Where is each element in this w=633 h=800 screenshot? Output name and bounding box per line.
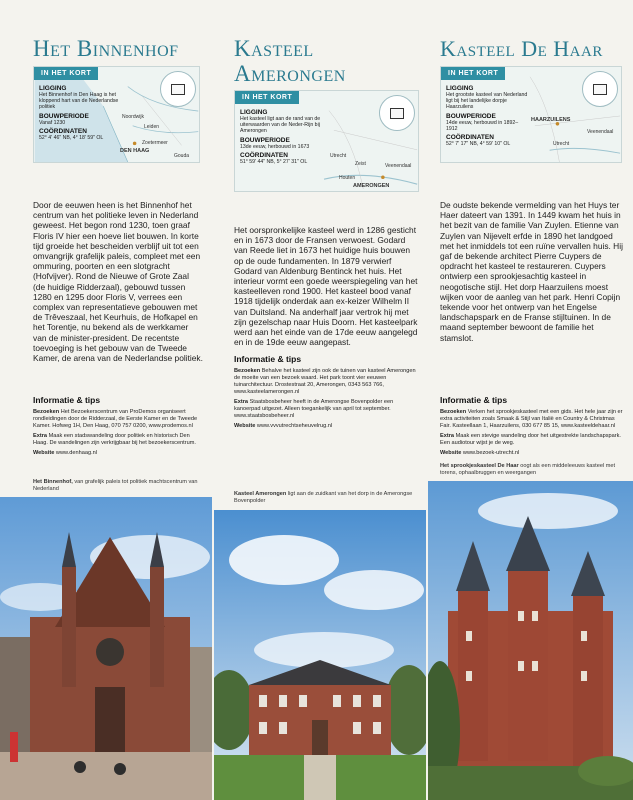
- binnenhof-photo: [0, 497, 212, 800]
- tip-text: www.bezoek-utrecht.nl: [462, 450, 520, 456]
- caption-bold: Kasteel Amerongen: [234, 491, 287, 497]
- column-binnenhof: [0, 0, 210, 800]
- tip-text: Staatsbosbeheer heeft in de Amerongse Bovenpolder een kanoerpad uitgezet. Alleen toegankelijk van april tot september. www.staatsbosbeheer.nl: [234, 399, 394, 419]
- dehaar-caption: [440, 463, 624, 477]
- dehaar-kort-tab: IN HET KORT: [441, 67, 505, 80]
- caption-text: ligt aan de zuidkant van het dorp in de Amerongse Bovenpolder: [234, 491, 413, 504]
- binnenhof-info-heading: Informatie & tips: [33, 395, 101, 405]
- dehaar-tips: [440, 409, 624, 460]
- tip-text: Het Bezoekerscentrum van ProDemos organiseert rondleidingen door de Ridderzaal, de Eerste Kamer en de Tweede Kamer. Hofweg 1H, Den Haag, 070 757 0200, www.prodemos.nl: [33, 409, 198, 429]
- column-dehaar: [428, 0, 633, 800]
- tip-text: Behalve het kasteel zijn ook de tuinen van kasteel Amerongen de moeite van een bezoek waard. Het park toont vier eeuwen tuinarchitectuur. Drostestraat 20, Amerongen, 0343 563 766, www.kasteelamerongen.nl: [234, 368, 416, 395]
- dehaar-bouw-heading: BOUWPERIODE: [446, 112, 496, 120]
- amerongen-kort-tab: IN HET KORT: [235, 91, 299, 104]
- tip-label: Bezoeken: [440, 409, 467, 415]
- dehaar-map: [440, 66, 622, 163]
- binnenhof-body: Door de eeuwen heen is het Binnenhof het centrum van het politieke leven in Nederland geweest. Het begon rond 1230, toen graaf Floris IV hier een hoeve liet bouwen. In korte tijd groeide het bescheiden verblijf uit tot een omvangrijk grafelijk paleis, compleet met een ommuring, poorten en een slotgracht (Hofvijver). Rond de Nieuwe of Grote Zaal (de huidige Ridderzaal), gebouwd tussen 1280 en 1295 door Floris V, verrees een complex van representatieve gebouwen met de Trêveszaal, het Keurhuis, de Hofkapel en het Torentje, nu bekend als de werkkamer van de minister-president. De recentste toevoeging is het gebouw van de Tweede Kamer, de arena van de Nederlandse politiek.: [33, 200, 203, 364]
- dehaar-bouw-value: 14de eeuw, herbouwd in 1892–1912: [446, 119, 519, 132]
- column-amerongen: [214, 0, 422, 800]
- binnenhof-coord-value: 52° 4' 46" NB, 4° 18' 59" OL: [39, 134, 104, 141]
- netherlands-inset-icon: [582, 71, 618, 107]
- binnenhof-caption: [33, 479, 203, 493]
- amerongen-tips: [234, 368, 419, 433]
- tip-label: Extra: [234, 399, 248, 405]
- amerongen-bouw-value: 13de eeuw, herbouwd in 1673: [240, 143, 310, 150]
- tip-label: Extra: [33, 433, 47, 439]
- amerongen-title-line2: Amerongen: [234, 61, 346, 86]
- map-label: Utrecht: [553, 141, 570, 147]
- amerongen-caption: [234, 491, 419, 505]
- tip-text: Maak een stevige wandeling door het uitgestrekte landschapspark. Een audiotour wijst je de weg.: [440, 433, 621, 446]
- amerongen-ligging-heading: LIGGING: [240, 109, 268, 116]
- netherlands-inset-icon: [160, 71, 196, 107]
- binnenhof-ligging-value: Het Binnenhof in Den Haag is het kloppend hart van de Nederlandse politiek: [39, 92, 119, 111]
- binnenhof-ligging-heading: LIGGING: [39, 85, 67, 92]
- tip-text: Maak een stadswandeling door politiek en historisch Den Haag. De wandelingen zijn verkrijgbaar bij het bezoekerscentrum.: [33, 433, 196, 446]
- amerongen-coord-heading: COÖRDINATEN: [240, 151, 288, 159]
- tip-label: Bezoeken: [234, 368, 261, 374]
- caption-bold: Het Binnenhof,: [33, 479, 73, 485]
- map-label: Veenendaal: [385, 163, 412, 169]
- tip-label: Bezoeken: [33, 409, 60, 415]
- amerongen-map: [234, 90, 419, 192]
- binnenhof-facts: [39, 83, 121, 141]
- binnenhof-kort-tab: IN HET KORT: [34, 67, 98, 80]
- dehaar-photo: [428, 481, 633, 800]
- binnenhof-bouw-value: Vanaf 1230: [39, 119, 66, 126]
- amerongen-facts: [240, 107, 322, 165]
- map-label-den-haag: DEN HAAG: [120, 148, 150, 154]
- amerongen-title-line1: Kasteel: [234, 36, 314, 61]
- tip-label: Website: [440, 450, 462, 456]
- map-label: Leiden: [144, 124, 160, 130]
- map-label: Houten: [339, 175, 356, 181]
- amerongen-body: Het oorspronkelijke kasteel werd in 1286 gesticht en in 1673 door de Fransen verwoest. Godard van Reede liet in 1673 het huidige huis bouwen op de oude fundamenten. In 1879 verwierf Godard van Aldenburg Bentinck het huis. Het interieur vormt een goede weerspiegeling van het kasteelleven rond 1900. Het kasteel bood vanaf 1918 tijdelijk onderdak aan ex-keizer Wilhelm II van Duitsland. Na anderhalf jaar vertrok hij met zijn gezelschap naar Huis Doorn. Het kasteelpark werd aan het einde van de 17de eeuw aangelegd en in de 19de eeuw aangepast.: [234, 225, 418, 348]
- amerongen-coord-value: 51° 59' 44" NB, 5° 27' 31" OL: [240, 158, 308, 165]
- binnenhof-tips: [33, 409, 203, 460]
- amerongen-ligging-value: Het kasteel ligt aan de rand van de uiterwaarden van de Neder-Rijn bij Amerongen: [240, 116, 321, 135]
- binnenhof-map: [33, 66, 200, 163]
- dehaar-facts: [446, 83, 528, 147]
- dehaar-title: Kasteel De Haar: [440, 36, 603, 61]
- binnenhof-title: Het Binnenhof: [33, 36, 179, 61]
- tip-label: Website: [33, 450, 55, 456]
- caption-text: van grafelijk paleis tot politiek machtscentrum van Nederland: [33, 479, 198, 492]
- map-label: Veenendaal: [587, 129, 614, 135]
- caption-bold: Het sprookjeskasteel De Haar: [440, 463, 519, 469]
- amerongen-info-heading: Informatie & tips: [234, 354, 302, 364]
- map-label-amerongen: AMERONGEN: [353, 183, 390, 189]
- map-label: Zeist: [355, 161, 366, 167]
- tip-text: Verken het sprookjeskasteel met een gids. Het hele jaar zijn er extra activiteiten zoals Smaak & Stijl van Italië en Country & Christmas Fair. Kasteellaan 1, Haarzuilens, 030 677 85 15, www.kasteeldehaar.nl: [440, 409, 623, 429]
- dehaar-info-heading: Informatie & tips: [440, 395, 508, 405]
- caption-text: oogt als een middeleeuws kasteel met torens, ophaalbruggen en weergangen: [440, 463, 616, 476]
- map-label: Noordwijk: [122, 114, 144, 120]
- dehaar-ligging-heading: LIGGING: [446, 85, 474, 92]
- tip-label: Website: [234, 423, 256, 429]
- binnenhof-coord-heading: COÖRDINATEN: [39, 127, 87, 135]
- map-label-haarzuilens: HAARZUILENS: [531, 117, 571, 123]
- tip-text: www.vvvutrechtseheuvelrug.nl: [256, 423, 333, 429]
- tip-text: www.denhaag.nl: [55, 450, 97, 456]
- tip-label: Extra: [440, 433, 454, 439]
- dehaar-coord-heading: COÖRDINATEN: [446, 134, 494, 142]
- amerongen-photo: [214, 510, 426, 800]
- amerongen-bouw-heading: BOUWPERIODE: [240, 136, 290, 144]
- map-label: Gouda: [174, 153, 190, 159]
- dehaar-coord-value: 52° 7' 17" NB, 4° 59' 10" OL: [446, 141, 511, 148]
- binnenhof-bouw-heading: BOUWPERIODE: [39, 112, 89, 120]
- dehaar-ligging-value: Het grootste kasteel van Nederland ligt bij het landelijke dorpje Haarzuilens: [446, 92, 528, 111]
- netherlands-inset-icon: [379, 95, 415, 131]
- map-label: Utrecht: [330, 153, 347, 159]
- map-label: Zoetermeer: [142, 140, 168, 146]
- dehaar-body: De oudste bekende vermelding van het Huys ter Haer dateert van 1391. In 1449 kwam het huis in het bezit van de familie Van Zuylen. Etienne van Zuylen van Nijevelt erfde in 1890 het landgoed met het inmiddels tot een ruïne vervallen huis. Hij gaf de bekende architect Pierre Cuypers de opdracht het kasteel te restaureren. Cuypers ontwierp een sprookjesachtig kasteel in neogotische stijl. Het dorp Haarzuilens moest wijken voor de aanleg van het park. Henri Copijn tekende voor het ontwerp van het Engelse landschapspark en de Franse stijltuinen. In de maand september bewoont de familie het stamslot.: [440, 200, 623, 343]
